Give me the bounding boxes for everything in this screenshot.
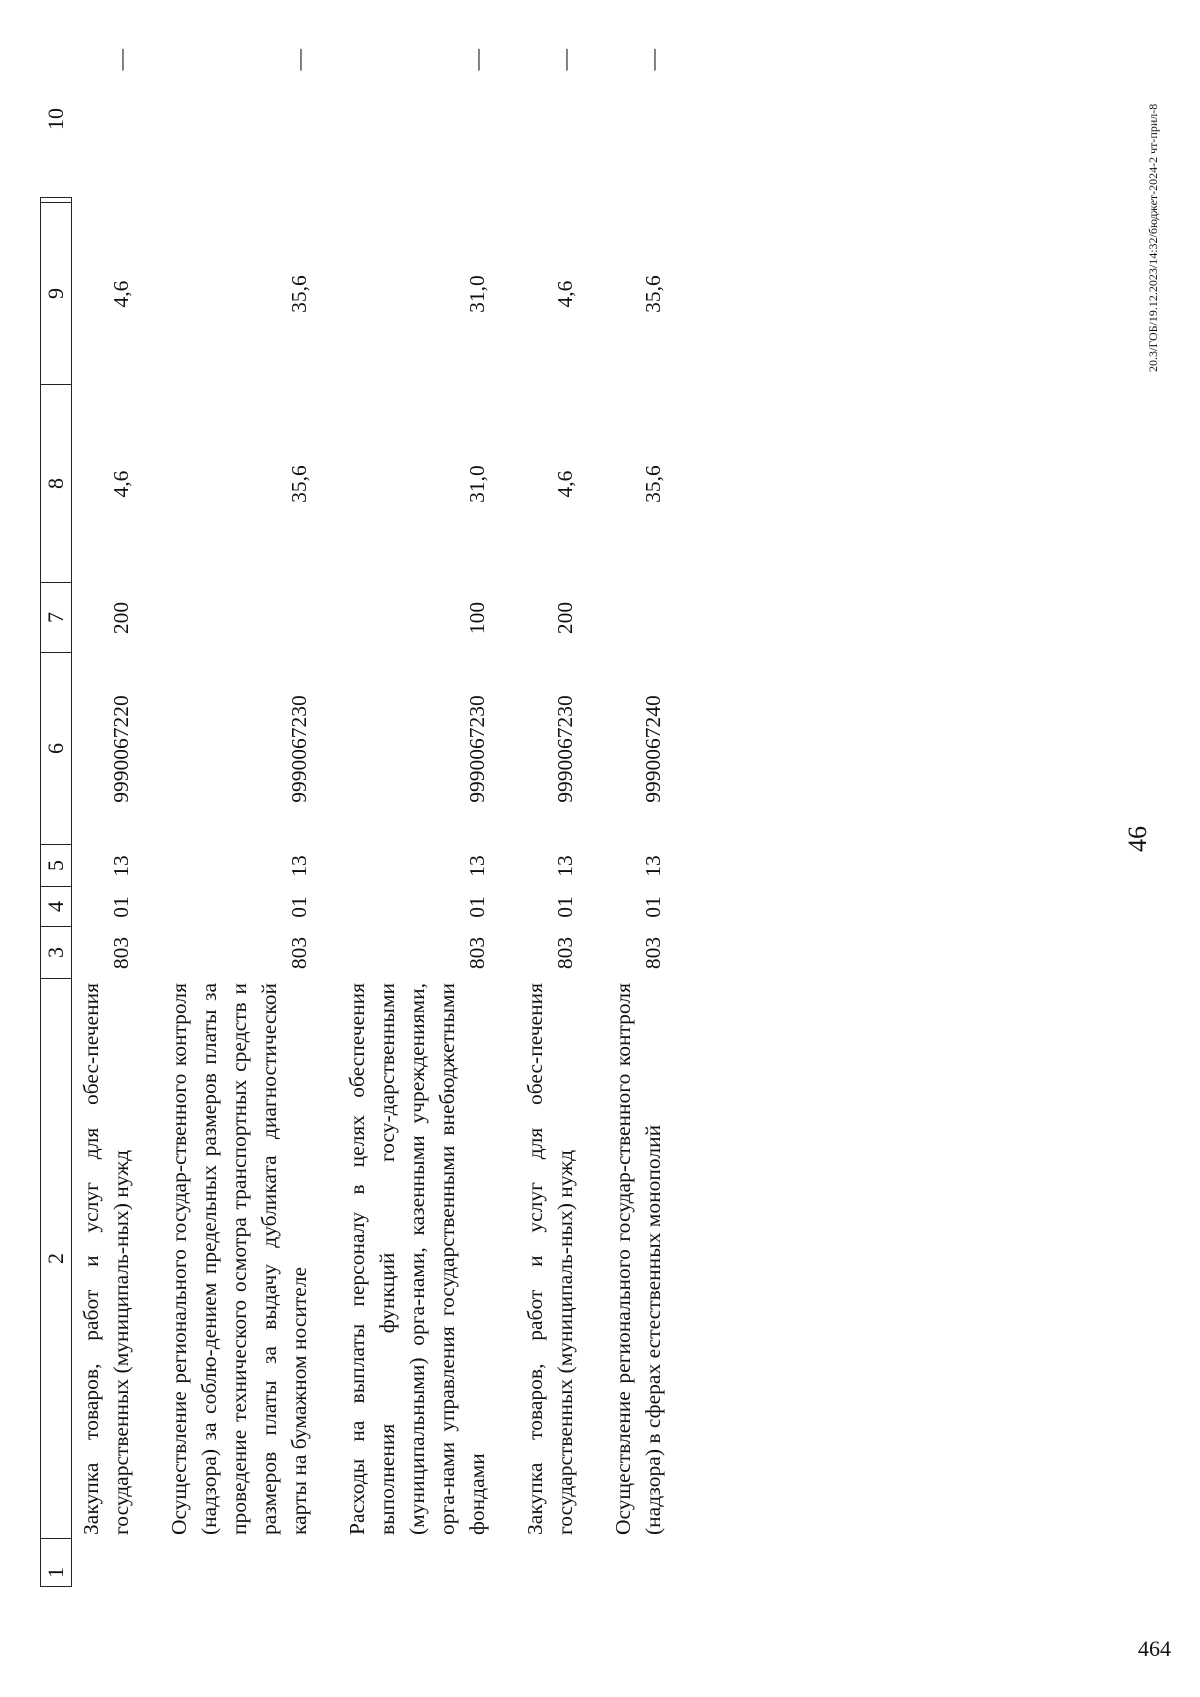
- row-pr: 13: [287, 855, 311, 877]
- row-value-9: 35,6: [641, 275, 665, 313]
- header-col-3: 3: [41, 926, 71, 978]
- row-value-8: 35,6: [287, 465, 311, 503]
- row-value-8: 35,6: [641, 465, 665, 503]
- row-vr: 100: [465, 601, 489, 635]
- row-csr: 9990067230: [287, 695, 311, 803]
- row-value-10: —: [465, 49, 489, 71]
- row-pr: 13: [465, 855, 489, 877]
- row-csr: 9990067230: [553, 695, 577, 803]
- row-value-8: 4,6: [109, 470, 133, 498]
- row-name: Осуществление регионального государ-ственного контроля (надзора) за соблю-дением предельных размеров платы за проведение технического осмотра транспортных средств и размеров платы за выдачу дубликата диагностической карты на бумажном носителе: [167, 983, 311, 1535]
- row-rz: 01: [465, 896, 489, 918]
- row-value-9: 4,6: [553, 280, 577, 308]
- header-col-9: 9: [41, 202, 71, 384]
- row-grbs: 803: [287, 936, 311, 970]
- row-vr: 200: [109, 601, 133, 635]
- row-name: Закупка товаров, работ и услуг для обес-печения государственных (муниципаль-ных) нужд: [523, 983, 577, 1535]
- row-pr: 13: [553, 855, 577, 877]
- header-col-5: 5: [41, 844, 71, 886]
- row-name: Расходы на выплаты персоналу в целях обеспечения выполнения функций госу-дарственными (муниципальными) орга-нами, казенными учреждениями, орга-нами управления государственными внебюджетными фондами: [345, 983, 489, 1535]
- row-rz: 01: [109, 896, 133, 918]
- table-row: [164, 49, 314, 1587]
- header-col-1: 1: [41, 1538, 71, 1586]
- header-col-6: 6: [41, 652, 71, 844]
- row-value-10: —: [641, 49, 665, 71]
- row-value-10: —: [109, 49, 133, 71]
- row-pr: 13: [641, 855, 665, 877]
- header-col-4: 4: [41, 886, 71, 926]
- row-grbs: 803: [641, 936, 665, 970]
- row-value-10: —: [287, 49, 311, 71]
- rotated-page: [0, 37, 1200, 1697]
- table-header: [40, 108, 72, 1587]
- row-value-8: 31,0: [465, 465, 489, 503]
- row-grbs: 803: [109, 936, 133, 970]
- row-value-9: 31,0: [465, 275, 489, 313]
- row-name: Осуществление регионального государ-ственного контроля (надзора) в сферах естественных монополий: [611, 983, 665, 1535]
- header-col-7: 7: [41, 582, 71, 652]
- row-grbs: 803: [465, 936, 489, 970]
- table-row: [342, 49, 492, 1587]
- row-rz: 01: [641, 896, 665, 918]
- table-row: [520, 49, 580, 1587]
- header-col-2: 2: [41, 978, 71, 1538]
- row-csr: 9990067220: [109, 695, 133, 803]
- row-value-9: 4,6: [109, 280, 133, 308]
- row-csr: 9990067230: [465, 695, 489, 803]
- row-grbs: 803: [553, 936, 577, 970]
- corner-page-number: 464: [1138, 1636, 1171, 1661]
- row-rz: 01: [553, 896, 577, 918]
- row-pr: 13: [109, 855, 133, 877]
- row-value-10: —: [553, 49, 577, 71]
- table-row: [608, 49, 668, 1587]
- header-col-8: 8: [41, 384, 71, 582]
- row-value-9: 35,6: [287, 275, 311, 313]
- row-rz: 01: [287, 896, 311, 918]
- header-col-10: 10: [43, 108, 68, 130]
- page-number: 46: [1123, 826, 1152, 852]
- row-name: Закупка товаров, работ и услуг для обес-печения государственных (муниципаль-ных) нужд: [79, 983, 133, 1535]
- row-vr: 200: [553, 601, 577, 635]
- budget-table: [40, 49, 668, 1587]
- document-stamp: 20.3/ГОБ/19.12.2023/14:32/бюджет-2024-2 чт-прил-8: [1146, 103, 1160, 372]
- row-value-8: 4,6: [553, 470, 577, 498]
- table-row: [76, 49, 136, 1587]
- row-csr: 9990067240: [641, 695, 665, 803]
